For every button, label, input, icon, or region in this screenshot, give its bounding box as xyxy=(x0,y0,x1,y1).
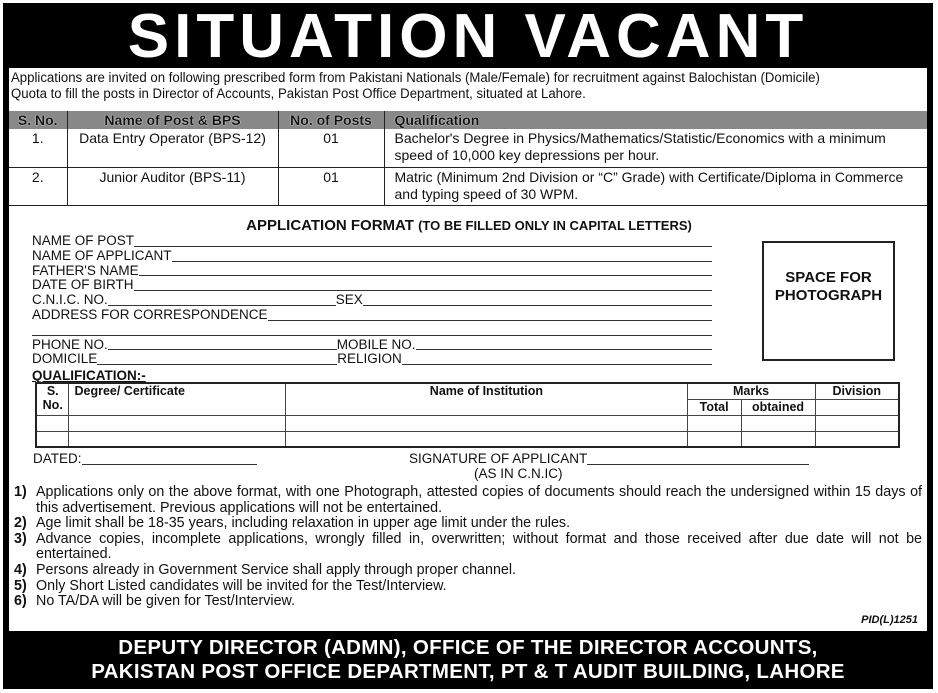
cell-total[interactable] xyxy=(687,431,741,447)
table-row xyxy=(9,129,927,167)
intro-line-1: Applications are invited on following prescribed form from Pakistani Nationals (Male/Female) for recruitment against Balochistan (Domicile) xyxy=(11,70,820,86)
field-phone-mobile[interactable] xyxy=(32,338,712,353)
header-division: Division xyxy=(815,383,899,399)
row-post-name: Data Entry Operator (BPS-12) xyxy=(67,129,278,167)
field-label: DATE OF BIRTH xyxy=(32,277,134,293)
blank-line[interactable] xyxy=(32,325,712,336)
table-row xyxy=(36,431,899,447)
cell-institution[interactable] xyxy=(286,431,687,447)
cell-institution[interactable] xyxy=(286,415,687,431)
blank-line[interactable] xyxy=(134,280,712,291)
signature-note: (AS IN C.N.IC) xyxy=(474,465,563,481)
header-num-posts: No. of Posts xyxy=(278,111,384,129)
field-address[interactable] xyxy=(32,308,712,323)
note-number: 5) xyxy=(14,577,27,594)
field-label: NAME OF APPLICANT xyxy=(32,247,172,263)
application-form xyxy=(32,234,712,384)
row-num-posts: 01 xyxy=(278,129,384,167)
cell-sno[interactable] xyxy=(36,415,69,431)
note-item xyxy=(14,594,922,610)
note-text: Only Short Listed candidates will be invited for the Test/Interview. xyxy=(36,577,447,594)
table-row xyxy=(9,167,927,205)
header-obtained: obtained xyxy=(741,399,815,415)
signature-label: SIGNATURE OF APPLICANT xyxy=(409,451,588,466)
blank-line-dated[interactable] xyxy=(82,454,257,465)
intro-line-2: Quota to fill the posts in Director of Accounts, Pakistan Post Office Department, situated at Lahore. xyxy=(11,86,586,102)
blank-line[interactable] xyxy=(134,236,712,247)
pid-reference: PID(L)1251 xyxy=(861,614,918,626)
blank-line-sex[interactable] xyxy=(363,295,712,306)
note-number: 4) xyxy=(14,561,27,578)
blank-line[interactable] xyxy=(172,251,712,262)
page-title: SITUATION VACANT xyxy=(3,3,933,68)
note-text: Applications only on the above format, with one Photograph, attested copies of documents should reach the undersigned within 15 days of this advertisement. Previous applications will not be entertained. xyxy=(36,484,922,516)
blank-line[interactable] xyxy=(268,310,712,321)
field-label: RELIGION xyxy=(337,351,402,367)
note-item xyxy=(14,563,922,579)
application-format-heading: APPLICATION FORMAT xyxy=(246,217,414,234)
qualification-header-row xyxy=(36,383,899,399)
note-item xyxy=(14,579,922,595)
table-row xyxy=(36,415,899,431)
header-sno: S. No. xyxy=(9,111,67,129)
blank-line[interactable] xyxy=(139,265,712,276)
header-marks: Marks xyxy=(687,383,815,399)
cell-division[interactable] xyxy=(815,415,899,431)
blank-line-phone[interactable] xyxy=(108,339,337,350)
note-item xyxy=(14,485,922,516)
footer-line-1: DEPUTY DIRECTOR (ADMN), OFFICE OF THE DIRECTOR ACCOUNTS, xyxy=(118,636,818,659)
field-name-of-post[interactable] xyxy=(32,234,712,249)
header-institution: Name of Institution xyxy=(286,383,687,415)
posts-table-header xyxy=(9,111,927,129)
field-label: NAME OF POST xyxy=(32,233,135,248)
notes-list xyxy=(14,485,922,610)
application-format-subtitle: (TO BE FILLED ONLY IN CAPITAL LETTERS) xyxy=(418,218,692,233)
footer-address xyxy=(3,631,933,689)
qualification-table xyxy=(35,382,900,448)
application-format-title xyxy=(0,217,938,234)
field-name-of-applicant[interactable] xyxy=(32,249,712,264)
blank-line-cnic[interactable] xyxy=(108,295,336,306)
note-item xyxy=(14,516,922,532)
note-text: Advance copies, incomplete applications, wrongly filled in, overwritten; without format and those received after due date will not be entertained. xyxy=(36,530,922,563)
qualification-heading: QUALIFICATION:- xyxy=(32,368,146,384)
row-qualification: Matric (Minimum 2nd Division or “C” Grade) with Certificate/Diploma in Commerce and typing speed of 30 WPM. xyxy=(384,167,927,205)
note-text: Persons already in Government Service shall apply through proper channel. xyxy=(36,561,517,578)
footer-line-2: PAKISTAN POST OFFICE DEPARTMENT, PT & T AUDIT BUILDING, LAHORE xyxy=(91,660,845,683)
intro-paragraph xyxy=(11,70,862,102)
row-post-name: Junior Auditor (BPS-11) xyxy=(67,167,278,205)
dated-label: DATED: xyxy=(33,451,82,466)
cell-obtained[interactable] xyxy=(741,415,815,431)
note-number: 1) xyxy=(14,484,27,500)
signature-field[interactable] xyxy=(409,452,809,481)
blank-line-religion[interactable] xyxy=(402,354,712,365)
row-qualification: Bachelor's Degree in Physics/Mathematics/Statistic/Economics with a minimum speed of 10,000 key depressions per hour. xyxy=(384,129,927,167)
note-number: 2) xyxy=(14,515,27,532)
cell-degree[interactable] xyxy=(69,415,286,431)
blank-line-mobile[interactable] xyxy=(416,339,712,350)
field-label: MOBILE NO. xyxy=(336,336,416,352)
field-address-line-2[interactable] xyxy=(32,323,712,338)
sno-line-2: No. xyxy=(42,398,63,412)
header-sno xyxy=(36,383,69,415)
field-domicile-religion[interactable] xyxy=(32,352,712,367)
cell-total[interactable] xyxy=(687,415,741,431)
field-fathers-name[interactable] xyxy=(32,264,712,279)
note-text: Age limit shall be 18-35 years, including relaxation in upper age limit under the rules. xyxy=(36,515,571,532)
cell-sno[interactable] xyxy=(36,431,69,447)
photo-label-line-1: SPACE FOR xyxy=(785,269,872,286)
row-num-posts: 01 xyxy=(278,167,384,205)
header-division-blank xyxy=(815,399,899,415)
cell-degree[interactable] xyxy=(69,431,286,447)
cell-obtained[interactable] xyxy=(741,431,815,447)
field-date-of-birth[interactable] xyxy=(32,278,712,293)
sno-line-1: S. xyxy=(46,384,59,398)
field-label: FATHER'S NAME xyxy=(32,262,139,278)
header-post-name: Name of Post & BPS xyxy=(67,111,278,129)
photo-placeholder xyxy=(762,241,895,361)
cell-division[interactable] xyxy=(815,431,899,447)
dated-field[interactable] xyxy=(33,452,257,467)
field-label: SEX xyxy=(335,292,363,308)
posts-table xyxy=(9,111,927,206)
note-number: 3) xyxy=(14,530,27,547)
photo-label-line-2: PHOTOGRAPH xyxy=(774,287,883,304)
note-number: 6) xyxy=(14,593,27,610)
header-total: Total xyxy=(687,399,741,415)
row-sno: 1. xyxy=(9,129,67,167)
header-degree: Degree/ Certificate xyxy=(69,383,286,415)
note-item xyxy=(14,532,922,563)
field-label: ADDRESS FOR CORRESPONDENCE xyxy=(32,306,268,322)
field-label: C.N.I.C. NO. xyxy=(32,292,108,308)
row-sno: 2. xyxy=(9,167,67,205)
blank-line-domicile[interactable] xyxy=(97,354,337,365)
field-cnic-sex[interactable] xyxy=(32,293,712,308)
blank-line-signature[interactable] xyxy=(587,454,809,465)
field-label: PHONE NO. xyxy=(32,336,108,352)
header-qualification: Qualification xyxy=(384,111,927,129)
note-text: No TA/DA will be given for Test/Interview. xyxy=(36,593,296,610)
field-label: DOMICILE xyxy=(32,351,98,367)
